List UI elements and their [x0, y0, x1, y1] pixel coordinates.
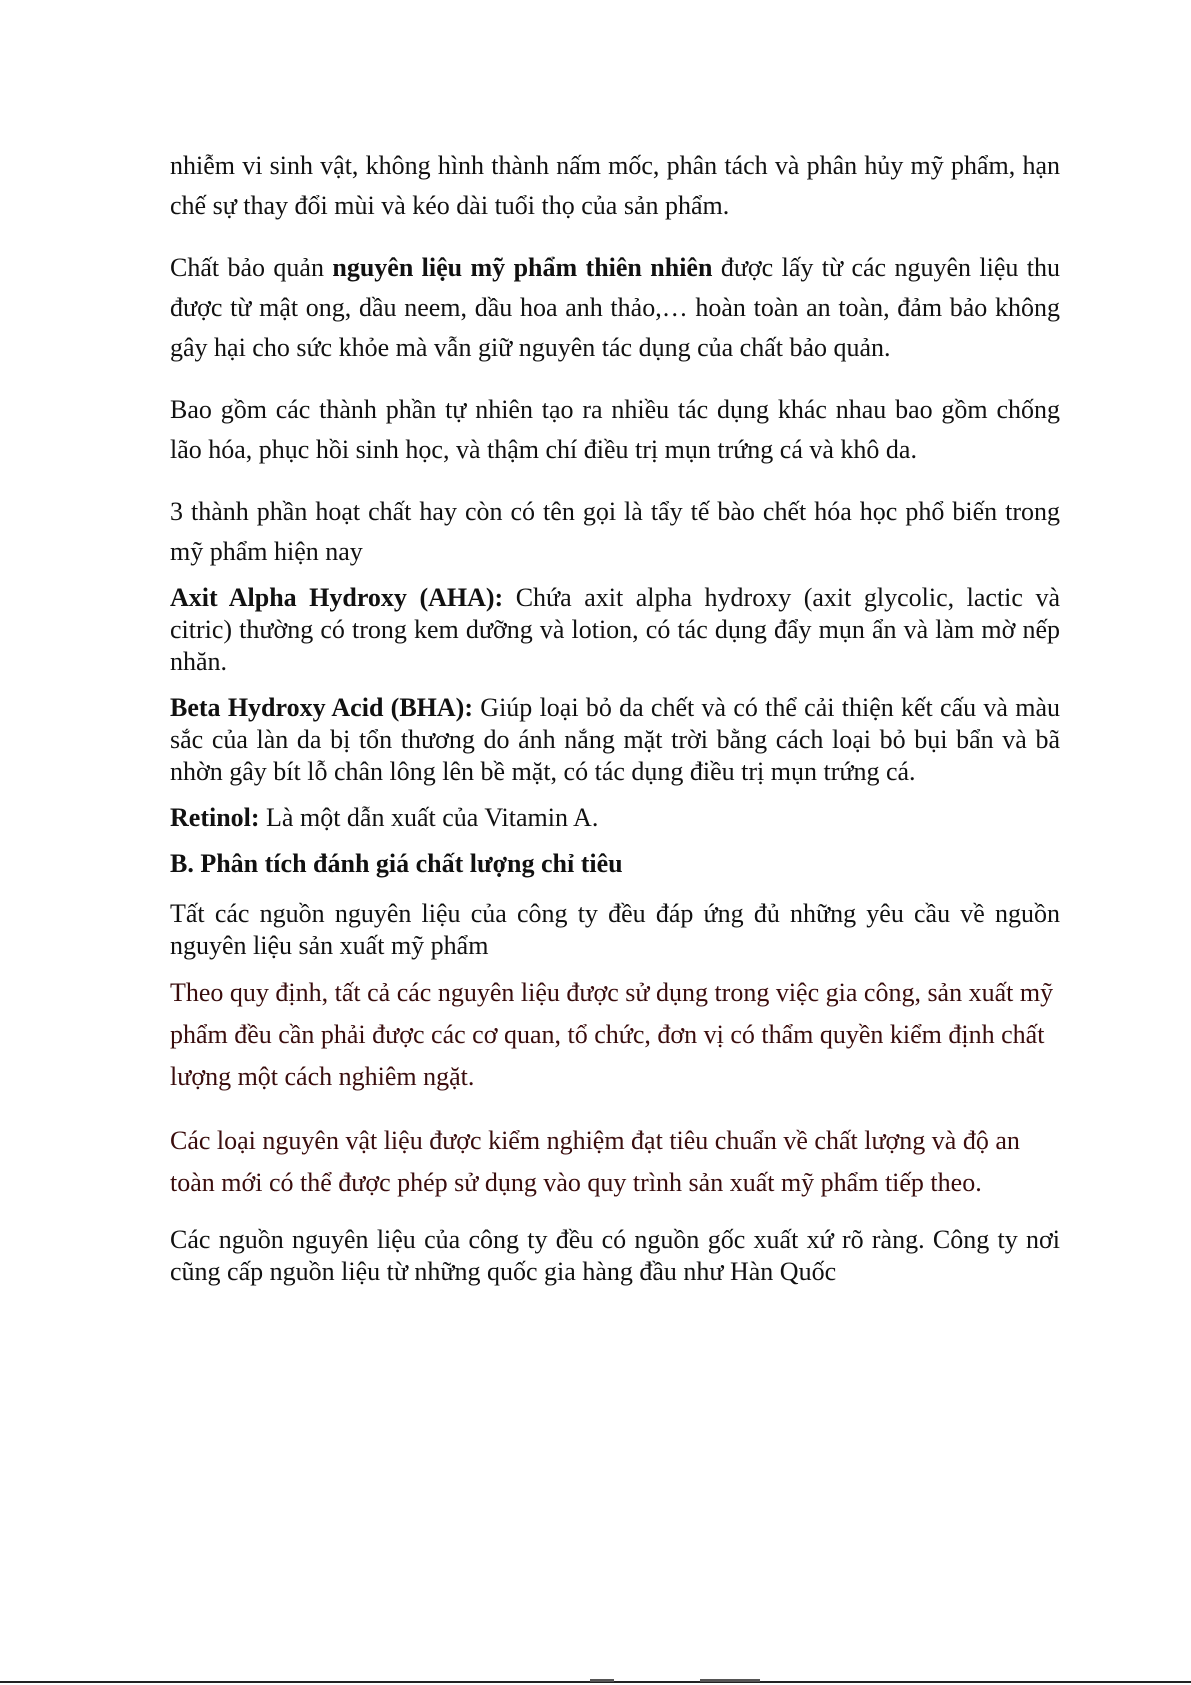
paragraph-origin: Các nguồn nguyên liệu của công ty đều có nguồn gốc xuất xứ rõ ràng. Công ty nơi cũng cấp nguồn liệu từ những quốc gia hàng đầu như Hàn Quốc [170, 1225, 1060, 1286]
aha-label: Axit Alpha Hydroxy (AHA): [170, 583, 504, 612]
paragraph-retinol [170, 802, 1060, 834]
page-bottom-mark [700, 1679, 760, 1682]
document-page [170, 146, 1060, 1288]
paragraph-regulation: Theo quy định, tất cả các nguyên liệu được sử dụng trong việc gia công, sản xuất mỹ phẩm đều cần phải được các cơ quan, tổ chức, đơn vị có thẩm quyền kiểm định chất lượng một cách nghiêm ngặt. [170, 978, 1054, 1091]
paragraph-aha [170, 582, 1060, 678]
paragraph-bha [170, 692, 1060, 788]
paragraph-natural-preservatives [170, 248, 1060, 368]
paragraph-active-ingredients-intro: 3 thành phần hoạt chất hay còn có tên gọi là tẩy tế bào chết hóa học phổ biến trong mỹ phẩm hiện nay [170, 497, 1060, 566]
page-bottom-mark [590, 1679, 614, 1682]
retinol-text: Là một dẫn xuất của Vitamin A. [259, 803, 599, 832]
paragraph-natural-ingredients: Bao gồm các thành phần tự nhiên tạo ra nhiều tác dụng khác nhau bao gồm chống lão hóa, phục hồi sinh học, và thậm chí điều trị mụn trứng cá và khô da. [170, 395, 1060, 464]
paragraph-natural-preservatives-pre: Chất bảo quản [170, 253, 333, 282]
paragraph-natural-preservatives-bold: nguyên liệu mỹ phẩm thiên nhiên [332, 253, 713, 282]
paragraph-company-sources: Tất các nguồn nguyên liệu của công ty đều đáp ứng đủ những yêu cầu về nguồn nguyên liệu sản xuất mỹ phẩm [170, 899, 1060, 960]
retinol-label: Retinol: [170, 803, 260, 832]
section-heading-text: B. Phân tích đánh giá chất lượng chỉ tiêu [170, 849, 623, 878]
paragraph-natural-preservatives-post: được lấy từ các nguyên liệu thu được từ mật ong, dầu neem, dầu hoa anh thảo,… hoàn toàn an toàn, đảm bảo không gây hại cho sức khỏe mà vẫn giữ nguyên tác dụng của chất bảo quản. [170, 253, 1061, 362]
paragraph-preservative-effects: nhiễm vi sinh vật, không hình thành nấm mốc, phân tách và phân hủy mỹ phẩm, hạn chế sự thay đổi mùi và kéo dài tuổi thọ của sản phẩm. [170, 151, 1060, 220]
aha-text: Chứa axit alpha hydroxy (axit glycolic, lactic và citric) thường có trong kem dưỡng và lotion, có tác dụng đẩy mụn ẩn và làm mờ nếp nhăn. [170, 583, 1060, 676]
section-heading [170, 848, 1060, 880]
bha-label: Beta Hydroxy Acid (BHA): [170, 693, 474, 722]
paragraph-quality-testing: Các loại nguyên vật liệu được kiểm nghiệm đạt tiêu chuẩn về chất lượng và độ an toàn mới có thể được phép sử dụng vào quy trình sản xuất mỹ phẩm tiếp theo. [170, 1126, 1020, 1197]
bha-text: Giúp loại bỏ da chết và có thể cải thiện kết cấu và màu sắc của làn da bị tổn thương do ánh nắng mặt trời bằng cách loại bỏ bụi bẩn và bã nhờn gây bít lỗ chân lông lên bề mặt, có tác dụng điều trị mụn trứng cá. [170, 693, 1060, 786]
